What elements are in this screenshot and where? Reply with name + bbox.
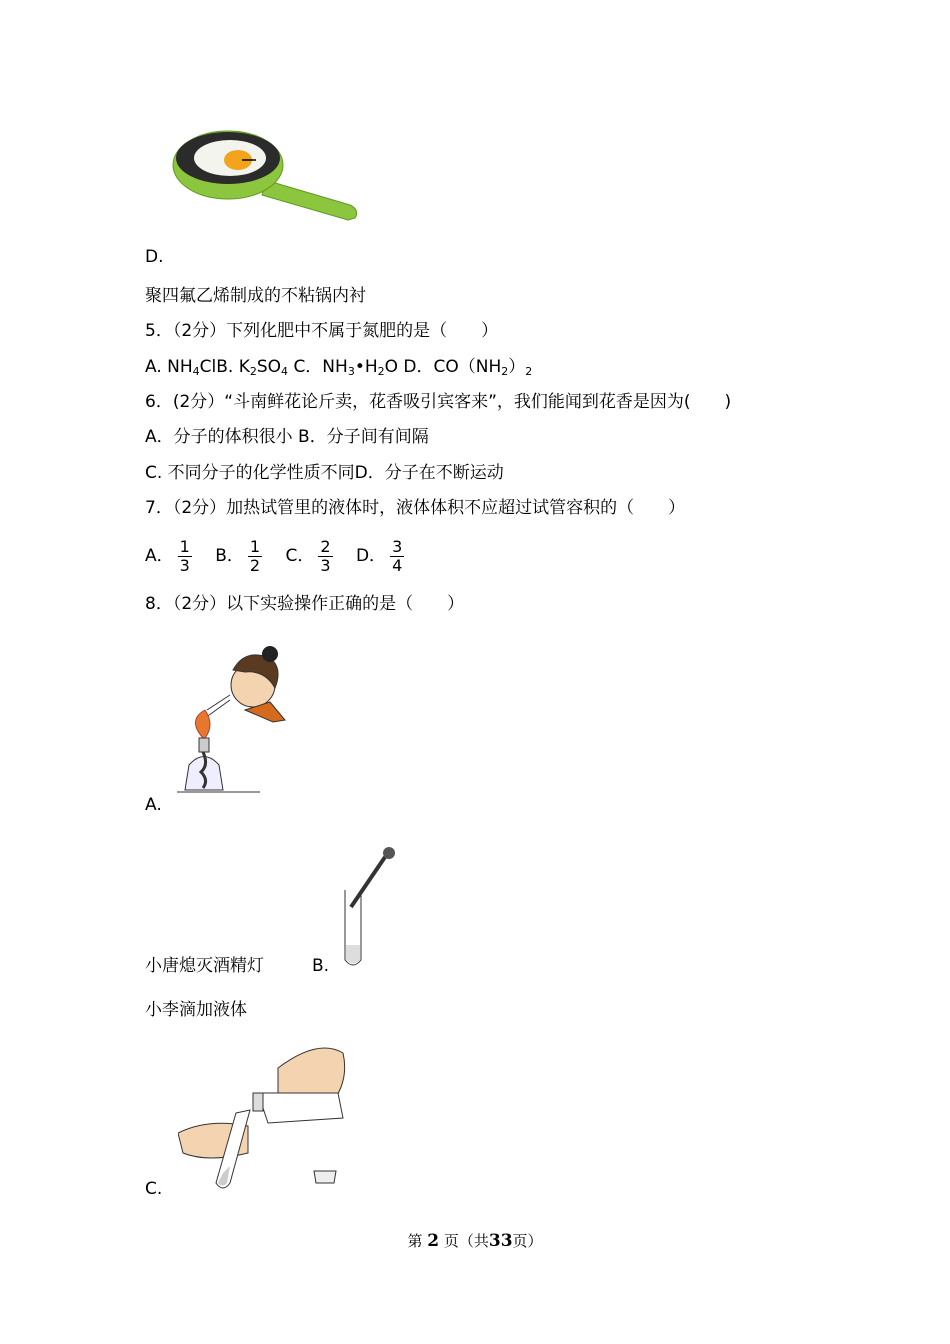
q8-stem: 8．（2分）以下实验操作正确的是（ ） [145,594,465,614]
q7-option-a: A． $\frac{1}{3}$ [145,536,190,575]
nonstick-pan-image [170,120,365,230]
page-footer: 第 2 页（共33页） [407,1231,543,1251]
q7-option-d: D． $\frac{3}{4}$ [355,536,403,575]
q8-option-c-label: C. [145,1179,163,1199]
blowing-out-alcohol-lamp-image [175,640,290,810]
q8-option-a-caption: 小唐熄灭酒精灯 [145,956,264,976]
q5-stem: 5．（2分）下列化肥中不属于氮肥的是（ ） [145,321,499,341]
q4-option-d-label: D. [145,247,164,267]
q6-stem: 6．(2分）“斗南鲜花论斤卖，花香吸引宾客来”，我们能闻到花香是因为( ) [145,392,732,412]
q4-option-d-caption: 聚四氟乙烯制成的不粘锅内衬 [145,286,366,306]
dropper-test-tube-image [335,845,405,973]
q8-option-a-label: A. [145,795,162,815]
q7-stem: 7．（2分）加热试管里的液体时，液体体积不应超过试管容积的（ ） [145,498,686,518]
current-page-number: 2 [427,1231,440,1251]
pouring-liquid-image [178,1038,363,1198]
q8-option-b-caption: 小李滴加液体 [145,1000,247,1020]
q8-option-b-label: B. [312,956,330,976]
q7-option-b: B． $\frac{1}{2}$ [215,536,261,575]
q7-option-c: C． $\frac{2}{3}$ [285,536,331,575]
q5-options: A. $NH_4ClB$. $K_2SO_4$ C．$NH_3•H_2O$ D．$CO(NH_2)_2$ [145,357,533,378]
q7-options [145,536,422,576]
total-pages-number: 33 [488,1231,513,1251]
q6-options-line2: C. 不同分子的化学性质不同D．分子在不断运动 [145,463,504,483]
q6-options-line1: A．分子的体积很小 B．分子间有间隔 [145,427,429,447]
